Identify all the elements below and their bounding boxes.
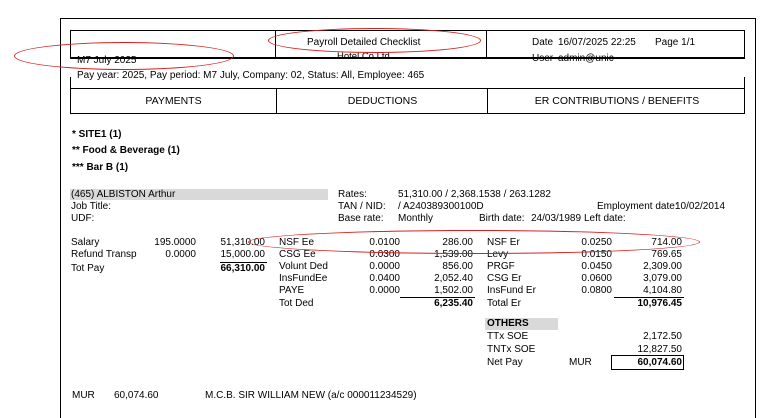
deductions-total-amount: 6,235.40	[434, 298, 473, 309]
deduction-rate: 0.0300	[369, 249, 400, 260]
er-contribution-rate: 0.0450	[581, 261, 612, 272]
payment-label: Refund Transp	[71, 249, 137, 260]
base-rate-label: Base rate:	[338, 213, 384, 224]
payments-total-label: Tot Pay	[71, 263, 105, 274]
job-title-label: Job Title:	[71, 201, 112, 212]
er-total-label: Total Er	[487, 298, 521, 309]
er-contribution-amount: 714.00	[651, 237, 682, 248]
er-contribution-rate: 0.0800	[581, 285, 612, 296]
company-name: Hotel Co Ltd	[337, 51, 390, 62]
group-site: * SITE1 (1)	[72, 129, 122, 140]
tntx-soe-label: TNTx SOE	[487, 344, 536, 355]
header-left-edge	[70, 77, 71, 88]
deduction-rate: 0.0000	[369, 285, 400, 296]
er-total-amount: 10,976.45	[637, 298, 682, 309]
user-label: User	[532, 53, 554, 64]
payment-rate: 0.0000	[165, 249, 196, 260]
er-contribution-rate: 0.0250	[581, 237, 612, 248]
er-contribution-rate: 0.0150	[581, 249, 612, 260]
deduction-amount: 2,052.40	[434, 273, 473, 284]
employee-name: (465) ALBISTON Arthur	[71, 189, 176, 200]
net-pay-currency: MUR	[569, 357, 592, 368]
header-col-divider-2	[486, 30, 487, 58]
payment-amount: 15,000.00	[220, 249, 265, 260]
base-rate-value: Monthly	[398, 213, 434, 224]
left-date-label: Left date:	[584, 213, 626, 224]
er-contribution-amount: 2,309.00	[643, 261, 682, 272]
employment-date-label: Employment date:	[597, 201, 678, 212]
birth-date-label: Birth date:	[479, 213, 525, 224]
header-col-divider-1	[275, 30, 276, 58]
er-contribution-label: InsFund Er	[487, 285, 536, 296]
page-number: Page 1/1	[655, 37, 696, 48]
tan-label: TAN / NID:	[338, 201, 386, 212]
payment-rate: 195.0000	[154, 237, 196, 248]
group-department: ** Food & Beverage (1)	[72, 145, 180, 156]
deduction-label: NSF Ee	[279, 237, 315, 248]
footer-currency: MUR	[72, 390, 95, 401]
er-contribution-amount: 4,104.80	[643, 285, 682, 296]
page-left-border	[60, 18, 61, 418]
birth-date-value: 24/03/1989	[531, 213, 582, 224]
ttx-soe-label: TTx SOE	[487, 331, 529, 342]
group-section: *** Bar B (1)	[72, 162, 129, 173]
rates-label: Rates:	[338, 189, 367, 200]
er-contribution-amount: 769.65	[651, 249, 682, 260]
net-pay-value: 60,074.60	[637, 357, 682, 368]
deduction-rate: 0.0100	[369, 237, 400, 248]
others-heading: OTHERS	[487, 318, 529, 329]
deduction-amount: 286.00	[442, 237, 473, 248]
er-contribution-label: Levy	[487, 249, 509, 260]
deduction-label: InsFundEe	[279, 273, 328, 284]
column-header-bar	[70, 88, 745, 114]
er-contribution-label: NSF Er	[487, 237, 520, 248]
payment-amount: 51,310.00	[220, 237, 265, 248]
deduction-rate: 0.0000	[369, 261, 400, 272]
employment-date-value: 10/02/2014	[675, 201, 726, 212]
deductions-total-label: Tot Ded	[279, 298, 314, 309]
report-title: Payroll Detailed Checklist	[307, 37, 421, 48]
deduction-amount: 856.00	[442, 261, 473, 272]
tan-value: / A240389300100D	[398, 201, 484, 212]
payments-column-header: PAYMENTS	[145, 95, 202, 107]
page-right-border	[755, 18, 756, 418]
header-divider	[70, 58, 745, 59]
deduction-label: CSG Ee	[279, 249, 316, 260]
er-contribution-label: PRGF	[487, 261, 515, 272]
er-contribution-rate: 0.0600	[581, 273, 612, 284]
tntx-soe-value: 12,827.50	[637, 344, 682, 355]
udf-label: UDF:	[71, 213, 95, 224]
deduction-rate: 0.0400	[369, 273, 400, 284]
rates-value: 51,310.00 / 2,368.1538 / 263.1282	[398, 189, 551, 200]
footer-amount: 60,074.60	[114, 390, 159, 401]
footer-bank-account: M.C.B. SIR WILLIAM NEW (a/c 000011234529)	[205, 390, 417, 401]
deduction-amount: 1,539.00	[434, 249, 473, 260]
deduction-label: PAYE	[279, 285, 305, 296]
net-pay-label: Net Pay	[487, 357, 523, 368]
payment-label: Salary	[71, 237, 100, 248]
deduction-label: Volunt Ded	[279, 261, 328, 272]
filter-line: Pay year: 2025, Pay period: M7 July, Company: 02, Status: All, Employee: 465	[77, 70, 425, 81]
er-contributions-column-header: ER CONTRIBUTIONS / BENEFITS	[487, 89, 746, 113]
user-value: admin@unic	[558, 53, 614, 64]
deduction-amount: 1,502.00	[434, 285, 473, 296]
payments-total-amount: 66,310.00	[220, 263, 265, 274]
date-label: Date	[532, 37, 554, 48]
deductions-column-header: DEDUCTIONS	[276, 89, 488, 113]
header-right-edge	[744, 77, 745, 88]
date-value: 16/07/2025 22:25	[558, 37, 636, 48]
ttx-soe-value: 2,172.50	[643, 331, 682, 342]
page-top-border	[60, 18, 756, 19]
er-contribution-label: CSG Er	[487, 273, 522, 284]
er-contribution-amount: 3,079.00	[643, 273, 682, 284]
period-label: M7 July 2025	[77, 55, 137, 66]
